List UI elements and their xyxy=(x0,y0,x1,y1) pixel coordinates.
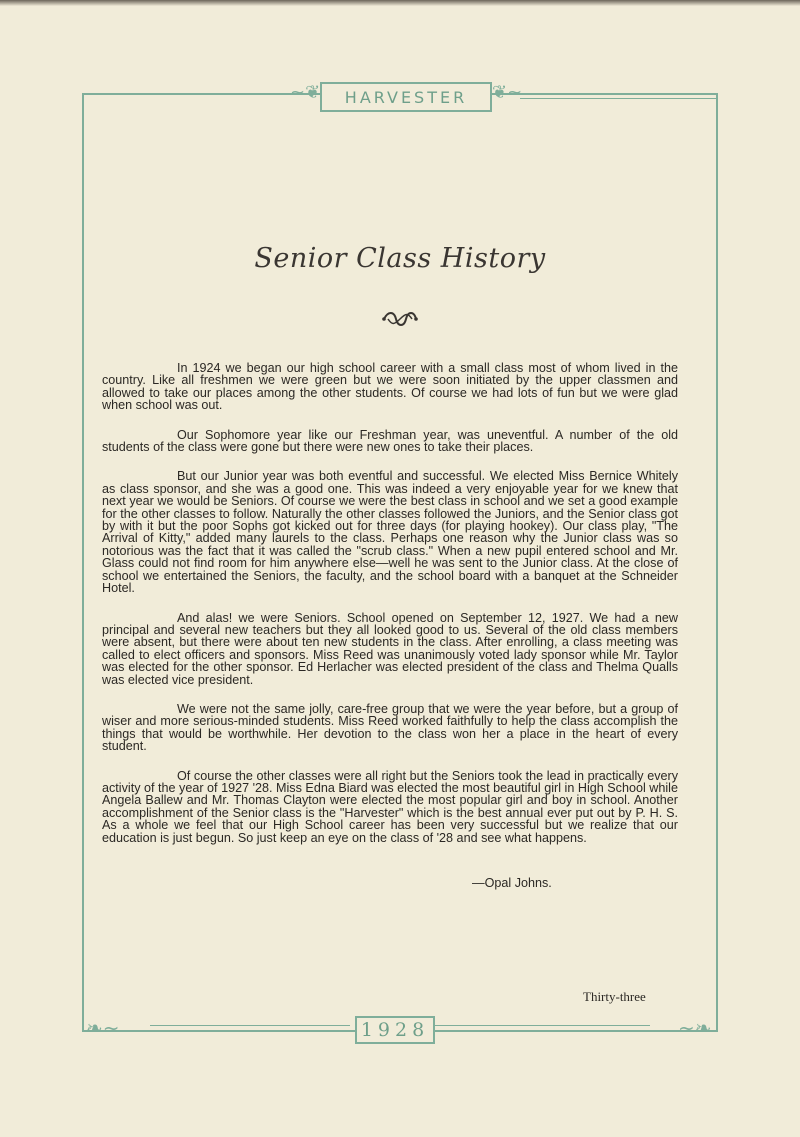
header-flourish-left-icon: ~❦ xyxy=(290,82,321,103)
paragraph-3: But our Junior year was both eventful and successful. We elected Miss Bernice Whitely as class sponsor, and she was a good one. This was indeed a very enjoyable year for we knew that next year we would be Seniors. Of course we were the best class in school and we set a good example for the other classes to follow. Naturally the other classes followed the Juniors, and the Senior class got by with it but the poor Sophs got kicked out for three days (for playing hookey). Our class play, "The Arrival of Kitty," added many laurels to the class. Perhaps one reason why the Junior class was so notorious was the fact that it was called the "scrub class." When a new pupil entered school and Mr. Glass could not find room for him anywhere else—well he was sent to the Junior class. At the close of school we entertained the Seniors, the faculty, and the school board with a banquet at the Schneider Hotel. xyxy=(102,469,678,596)
running-header: HARVESTER xyxy=(320,82,492,112)
scan-edge xyxy=(0,0,800,6)
paragraph-6: Of course the other classes were all right but the Seniors took the lead in practically every activity of the year of 1927 '28. Miss Edna Biard was elected the most beautiful girl in High School while Angela Ballew and Mr. Thomas Clayton were elected the most popular girl and boy in school. Another accomplishment of the Senior class is the "Harvester" which is the best annual ever put out by P. H. S. As a whole we feel that our High School career has been very successful but we realize that our education is just begun. So just keep an eye on the class of '28 and see what happens. xyxy=(102,768,678,845)
article-body xyxy=(102,362,678,861)
corner-flourish-left-icon: ❧~ xyxy=(86,1016,120,1040)
author-signature: —Opal Johns. xyxy=(472,876,552,890)
frame-right-rule xyxy=(716,93,718,1031)
paragraph-1: In 1924 we began our high school career with a small class most of whom lived in the country. Like all freshmen we were green but we were soon initiated by the upper classmen and allowed to take our places among the other students. Of course we had lots of fun but we were glad when school was out. xyxy=(102,361,678,413)
frame-top-rule-inner xyxy=(520,98,718,99)
paragraph-2: Our Sophomore year like our Freshman year, was uneventful. A number of the old students of the class were gone but there were new ones to take their places. xyxy=(102,427,678,455)
title-ornament-icon xyxy=(380,307,420,331)
header-flourish-right-icon: ❦~ xyxy=(492,82,523,103)
footer-year: 1928 xyxy=(355,1016,435,1044)
page-title: Senior Class History xyxy=(254,243,546,274)
paragraph-4: And alas! we were Seniors. School opened on September 12, 1927. We had a new principal and several new teachers but they all looked good to us. Several of the old class members were absent, but there were about ten new students in the class. After enrolling, a class meeting was called to elect officers and sponsors. Miss Reed was unanimously voted lady sponsor while Mr. Taylor was elected for the other sponsor. Ed Herlacher was elected president of the class and Thelma Qualls was elected vice president. xyxy=(102,610,678,687)
page-number: Thirty-three xyxy=(583,989,646,1004)
corner-flourish-right-icon: ~❧ xyxy=(678,1016,712,1040)
frame-left-rule xyxy=(82,93,84,1031)
frame-bottom-rule-inner-right xyxy=(430,1025,650,1026)
frame-bottom-rule-inner-left xyxy=(150,1025,350,1026)
paragraph-5: We were not the same jolly, care-free group that we were the year before, but a group of wiser and more serious-minded students. Miss Reed worked faithfully to help the class accomplish the things that would be worthwhile. Her devotion to the class won her a place in the heart of every student. xyxy=(102,701,678,754)
